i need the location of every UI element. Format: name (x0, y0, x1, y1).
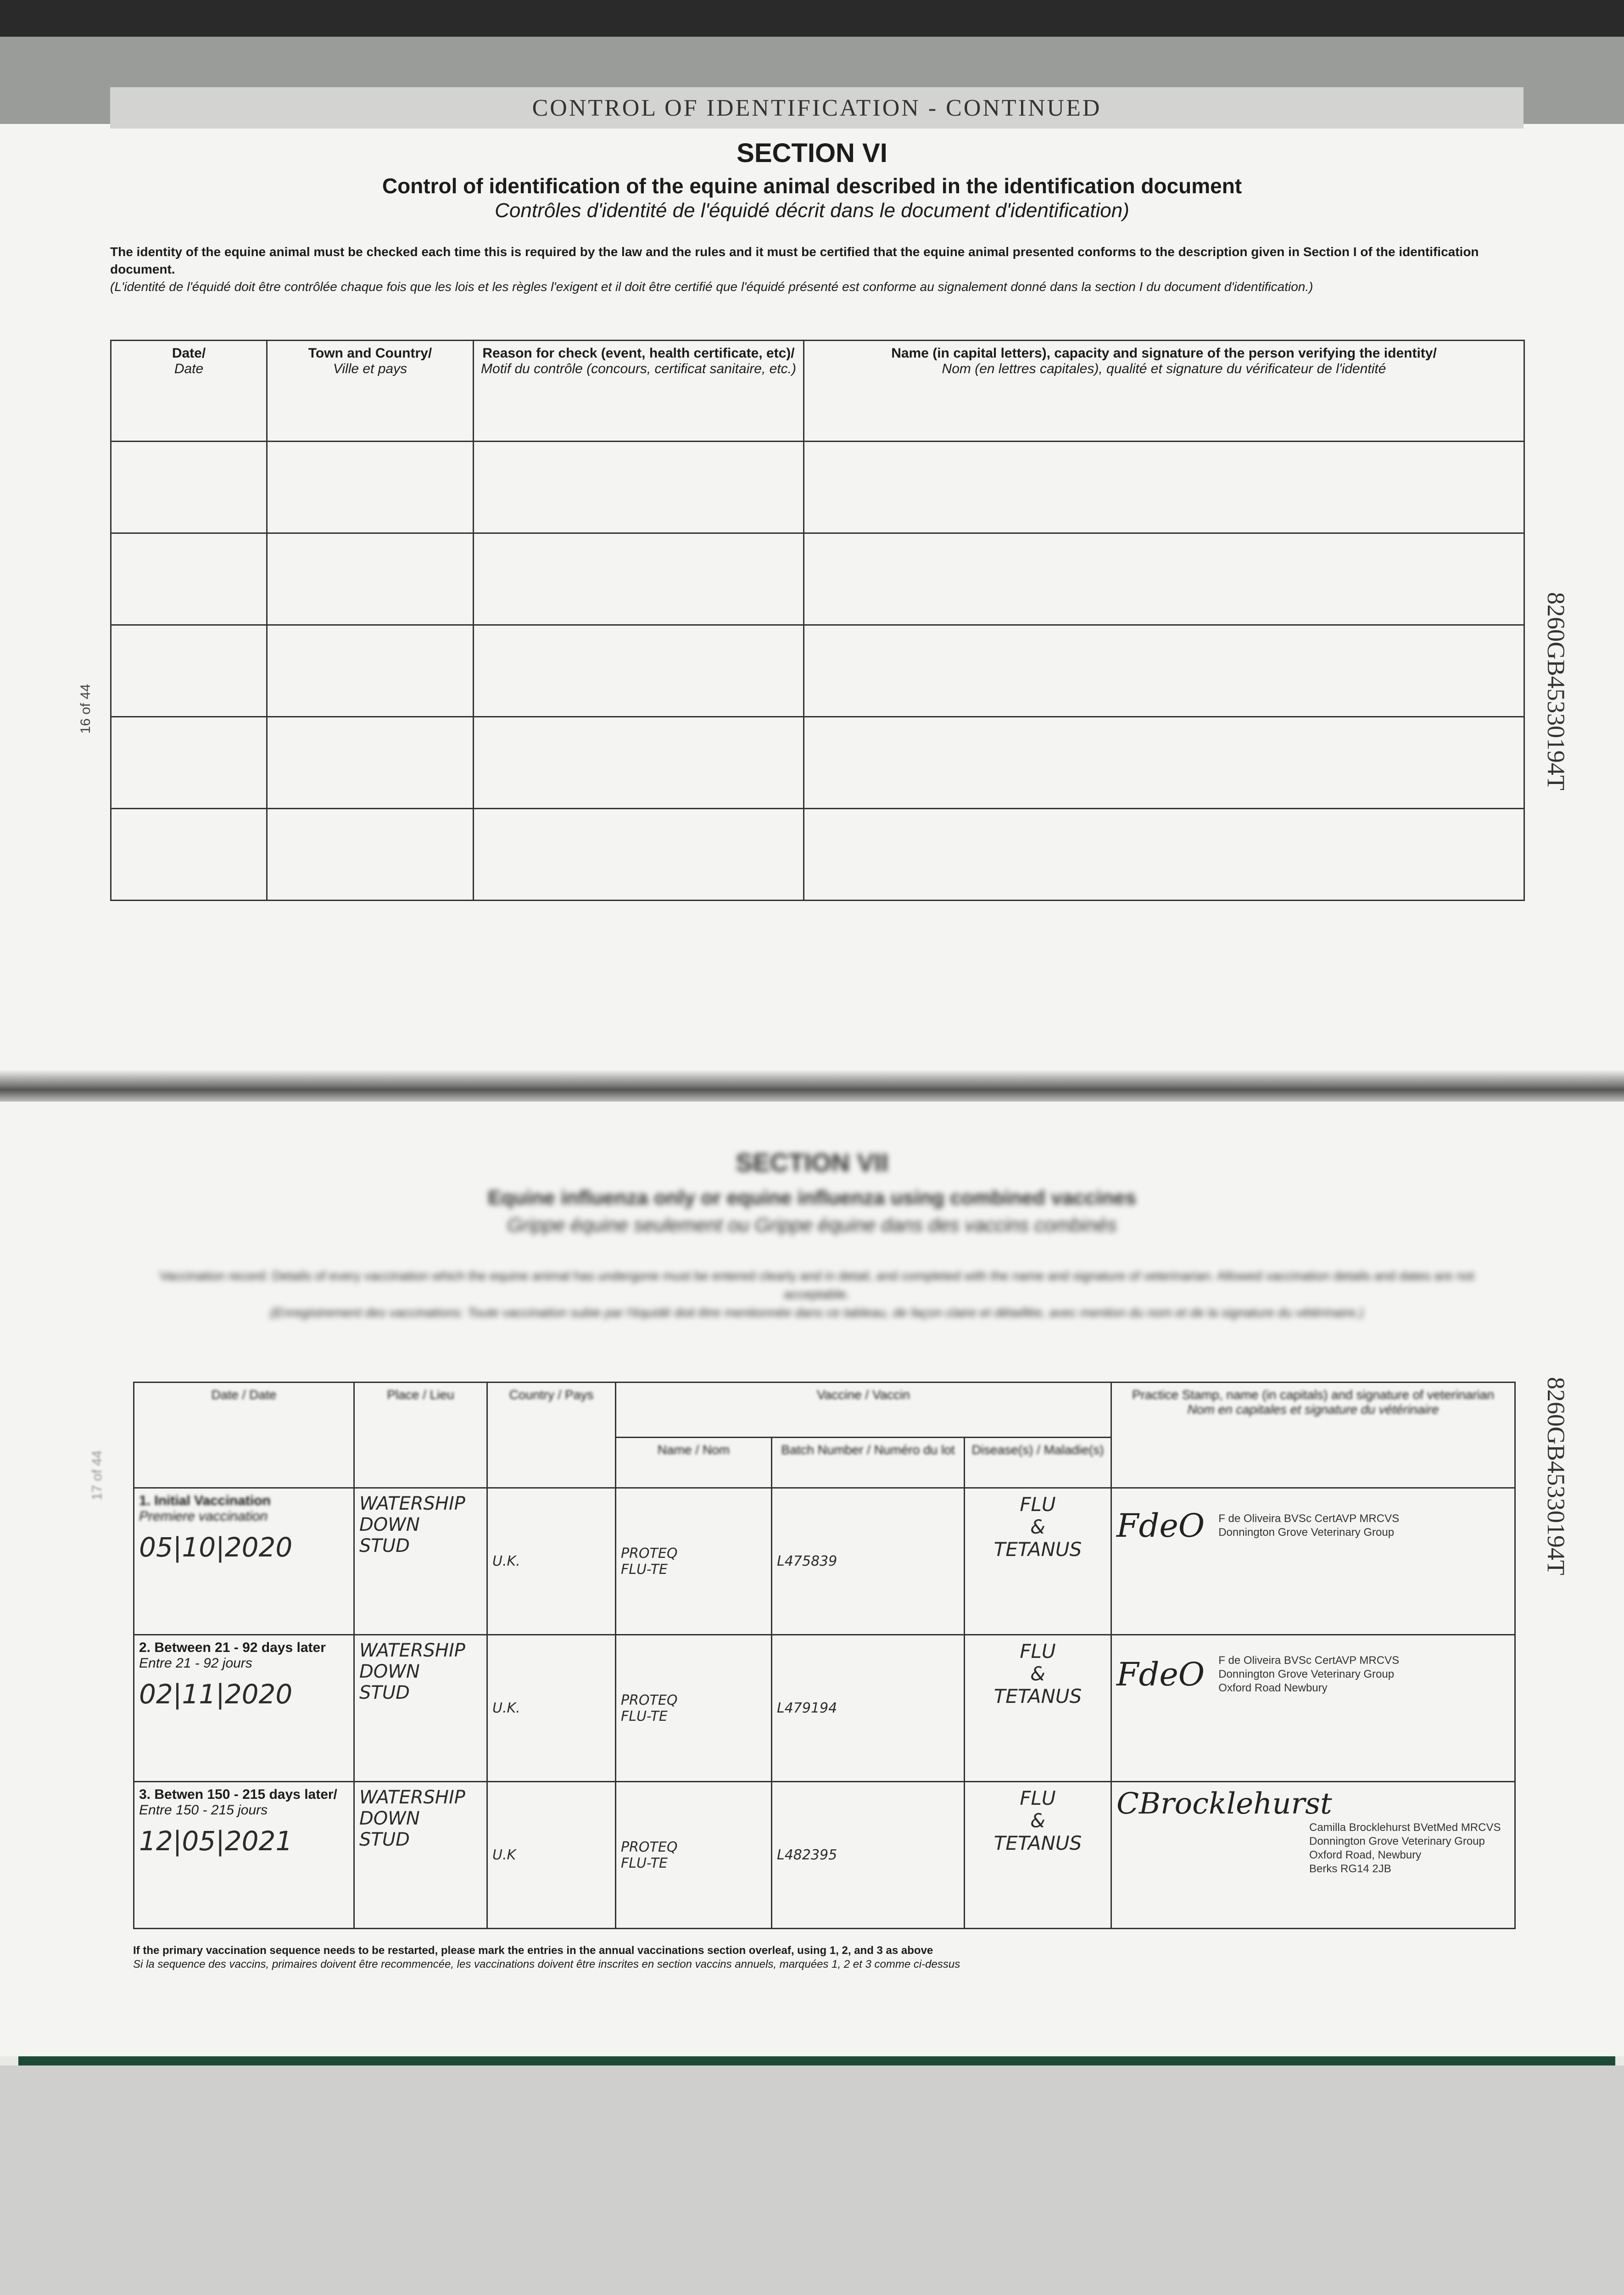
cell[interactable] (474, 717, 804, 809)
section-vi-heading-fr: Contrôles d'identité de l'équidé décrit dans le document d'identification) (495, 199, 1129, 222)
cell[interactable] (267, 809, 474, 901)
page-number-16: 16 of 44 (78, 684, 93, 734)
place-cell[interactable] (354, 1488, 487, 1635)
col-date-en: Date/ (172, 346, 206, 361)
disease-line: TETANUS (993, 1832, 1082, 1854)
col-reason (474, 341, 804, 442)
banner: CONTROL OF IDENTIFICATION - CONTINUED (110, 87, 1524, 129)
stamp-line: Oxford Road Newbury (1218, 1682, 1328, 1694)
stamp-line: Donnington Grove Veterinary Group (1309, 1835, 1485, 1847)
table-row (111, 717, 1524, 809)
footnote (133, 1944, 1514, 1971)
stage-label (139, 1787, 349, 1818)
disease-line: FLU (1020, 1640, 1056, 1662)
vaccination-row-3 (134, 1782, 1515, 1929)
place-line: WATERSHIP (359, 1493, 465, 1514)
stamp-line: Donnington Grove Veterinary Group (1218, 1668, 1395, 1680)
stage-label (139, 1640, 349, 1671)
vh-name: Name / Nom (616, 1438, 772, 1488)
disease-line: FLU (1020, 1493, 1056, 1516)
cell[interactable] (111, 717, 267, 809)
section-vi-title: SECTION VI (737, 138, 887, 168)
stage-fr: Entre 150 - 215 jours (139, 1802, 268, 1818)
disease-cell[interactable] (965, 1782, 1111, 1929)
place-line: STUD (359, 1682, 410, 1703)
col-town-en: Town and Country/ (308, 346, 432, 361)
stamp-line: Donnington Grove Veterinary Group (1218, 1526, 1395, 1539)
scanner-background (0, 2066, 1624, 2295)
footnote-en: If the primary vaccination sequence needs to be restarted, please mark the entries in the annual vaccinations section overleaf, using 1, 2, and 3 as above (133, 1944, 933, 1957)
cell[interactable] (111, 809, 267, 901)
place-line: STUD (359, 1535, 410, 1556)
vh-batch: Batch Number / Numéro du lot (772, 1438, 965, 1488)
section-vii-heading-en: Equine influenza only or equine influenza using combined vaccines (487, 1187, 1137, 1209)
col-town (267, 341, 474, 442)
table-row (111, 625, 1524, 717)
identification-check-table (110, 340, 1525, 901)
col-date (111, 341, 267, 442)
cell[interactable] (804, 625, 1524, 717)
country-cell[interactable]: U.K. (487, 1488, 616, 1635)
book-fold (0, 1069, 1624, 1106)
vh-vaccine: Vaccine / Vaccin (616, 1383, 1111, 1438)
stage-cell[interactable] (134, 1635, 354, 1782)
disease-line: & (1030, 1662, 1045, 1685)
vh-country: Country / Pays (487, 1383, 616, 1488)
stage-cell[interactable] (134, 1782, 354, 1929)
place-cell[interactable] (354, 1635, 487, 1782)
batch-cell[interactable]: L479194 (772, 1635, 965, 1782)
disease-line: TETANUS (993, 1685, 1082, 1707)
cell[interactable] (804, 809, 1524, 901)
cell[interactable] (267, 625, 474, 717)
cell[interactable] (267, 533, 474, 625)
col-name-fr: Nom (en lettres capitales), qualité et signature du vérificateur de l'identité (942, 361, 1386, 376)
col-reason-en: Reason for check (event, health certificate, etc)/ (482, 346, 795, 361)
place-line: WATERSHIP (359, 1640, 465, 1661)
section-vii-title: SECTION VII (736, 1148, 888, 1177)
stamp-line: Oxford Road, Newbury (1309, 1849, 1422, 1861)
stage-label (139, 1493, 349, 1524)
vet-signature: FdeO (1116, 1507, 1205, 1545)
vaccine-line: FLU-TE (621, 1708, 668, 1724)
footnote-fr: Si la sequence des vaccins, primaires doivent être recommencée, les vaccinations doivent être inscrites en section vaccins annuels, marquées 1, 2 et 3 comme ci-dessus (133, 1958, 960, 1970)
vaccine-line: PROTEQ (621, 1545, 678, 1562)
stage-en: 2. Between 21 - 92 days later (139, 1640, 326, 1655)
batch-cell[interactable]: L482395 (772, 1782, 965, 1929)
vet-signature: FdeO (1116, 1656, 1205, 1693)
section-vi-heading-en: Control of identification of the equine animal described in the identification document (382, 174, 1242, 198)
vet-stamp (1218, 1512, 1399, 1539)
place-line: DOWN (359, 1514, 420, 1535)
side-code-upper: 8260GB45330194T (1542, 592, 1570, 790)
book-cover-edge (18, 2056, 1615, 2066)
disease-line: & (1030, 1516, 1045, 1538)
cell[interactable] (267, 717, 474, 809)
place-line: WATERSHIP (359, 1787, 465, 1808)
vaccine-line: FLU-TE (621, 1855, 668, 1871)
vaccine-line: FLU-TE (621, 1561, 668, 1578)
disease-line: FLU (1020, 1787, 1056, 1809)
col-reason-fr: Motif du contrôle (concours, certificat sanitaire, etc.) (481, 361, 796, 376)
vh-disease: Disease(s) / Maladie(s) (965, 1438, 1111, 1488)
vaccine-cell[interactable] (616, 1488, 772, 1635)
cell[interactable] (474, 809, 804, 901)
cell[interactable] (267, 442, 474, 533)
vet-stamp (1309, 1821, 1510, 1876)
cell[interactable] (804, 533, 1524, 625)
vet-signature: CBrocklehurst (1116, 1787, 1332, 1821)
stamp-cell[interactable] (1111, 1635, 1515, 1782)
vh-stamp-en: Practice Stamp, name (in capitals) and signature of veterinarian (1132, 1388, 1495, 1402)
stamp-line: Berks RG14 2JB (1309, 1863, 1391, 1875)
date-value: 05|10|2020 (139, 1532, 293, 1563)
scanner-edge-dark (0, 0, 1624, 37)
stage-en: 1. Initial Vaccination (139, 1493, 271, 1508)
stage-fr: Entre 21 - 92 jours (139, 1656, 252, 1671)
place-line: STUD (359, 1829, 410, 1850)
table-row (111, 809, 1524, 901)
stage-fr: Premiere vaccination (139, 1509, 268, 1524)
vh-place: Place / Lieu (354, 1383, 487, 1488)
stamp-line: Camilla Brocklehurst BVetMed MRCVS (1309, 1821, 1501, 1834)
cell[interactable] (111, 442, 267, 533)
vh-stamp-fr: Nom en capitales et signature du vétérinaire (1187, 1402, 1439, 1416)
intro-fr: (L'identité de l'équidé doit être contrôlée chaque fois que les lois et les règles l'exigent et il doit être certifié que l'équidé présenté est conforme au signalement donné dans la section I du document d'identification.) (110, 280, 1313, 294)
col-name (804, 341, 1524, 442)
vh-stamp (1111, 1383, 1515, 1488)
stamp-line: F de Oliveira BVSc CertAVP MRCVS (1218, 1654, 1400, 1667)
stage-en: 3. Betwen 150 - 215 days later/ (139, 1787, 337, 1802)
vaccine-line: PROTEQ (621, 1839, 678, 1855)
cell[interactable] (111, 533, 267, 625)
sec7-intro-fr: (Enregistrement des vaccinations: Toute vaccination subie par l'équidé doit être mentionnée dans ce tableau, de façon claire et détaillée, avec mention du nom et de la signature du vétérinaire.) (270, 1305, 1364, 1320)
place-line: DOWN (359, 1661, 420, 1682)
cell[interactable] (804, 717, 1524, 809)
page-number-17: 17 of 44 (89, 1450, 105, 1500)
side-code-lower: 8260GB45330194T (1542, 1377, 1570, 1575)
sec7-intro-en: Vaccination record: Details of every vaccination which the equine animal has undergone must be entered clearly and in detail, and completed with the name and signature of veterinarian. Allowed vaccination details and dates are not acceptable. (159, 1269, 1474, 1301)
disease-line: TETANUS (993, 1538, 1082, 1561)
section-vii-intro (138, 1267, 1496, 1322)
table-row (111, 442, 1524, 533)
stamp-line: F de Oliveira BVSc CertAVP MRCVS (1218, 1512, 1400, 1525)
stage-cell[interactable] (134, 1488, 354, 1635)
vet-stamp (1218, 1654, 1399, 1695)
cell[interactable] (474, 442, 804, 533)
col-date-fr: Date (174, 361, 204, 376)
section-vii-heading-fr: Grippe équine seulement ou Grippe équine dans des vaccins combinés (507, 1214, 1117, 1236)
vaccination-table (133, 1382, 1516, 1929)
disease-line: & (1030, 1809, 1045, 1832)
vh-date: Date / Date (134, 1383, 354, 1488)
batch-cell[interactable]: L475839 (772, 1488, 965, 1635)
cell[interactable] (474, 625, 804, 717)
col-name-en: Name (in capital letters), capacity and signature of the person verifying the identity/ (891, 346, 1437, 361)
vaccination-row-2 (134, 1635, 1515, 1782)
intro-en: The identity of the equine animal must be checked each time this is required by the law and the rules and it must be certified that the equine animal presented conforms to the description given in Section I of the identification document. (110, 245, 1479, 276)
place-cell[interactable] (354, 1782, 487, 1929)
col-town-fr: Ville et pays (333, 361, 407, 376)
table-row (111, 533, 1524, 625)
vaccine-line: PROTEQ (621, 1692, 678, 1708)
date-value: 02|11|2020 (139, 1679, 293, 1710)
place-line: DOWN (359, 1808, 420, 1829)
disease-cell[interactable] (965, 1488, 1111, 1635)
cell[interactable] (804, 442, 1524, 533)
stamp-cell[interactable] (1111, 1488, 1515, 1635)
disease-cell[interactable] (965, 1635, 1111, 1782)
country-cell[interactable]: U.K. (487, 1635, 616, 1782)
cell[interactable] (474, 533, 804, 625)
country-cell[interactable]: U.K (487, 1782, 616, 1929)
stamp-cell[interactable] (1111, 1782, 1515, 1929)
cell[interactable] (111, 625, 267, 717)
vaccine-cell[interactable] (616, 1782, 772, 1929)
section-vi-intro (110, 243, 1524, 296)
date-value: 12|05|2021 (139, 1825, 293, 1857)
vaccination-row-1 (134, 1488, 1515, 1635)
vaccine-cell[interactable] (616, 1635, 772, 1782)
